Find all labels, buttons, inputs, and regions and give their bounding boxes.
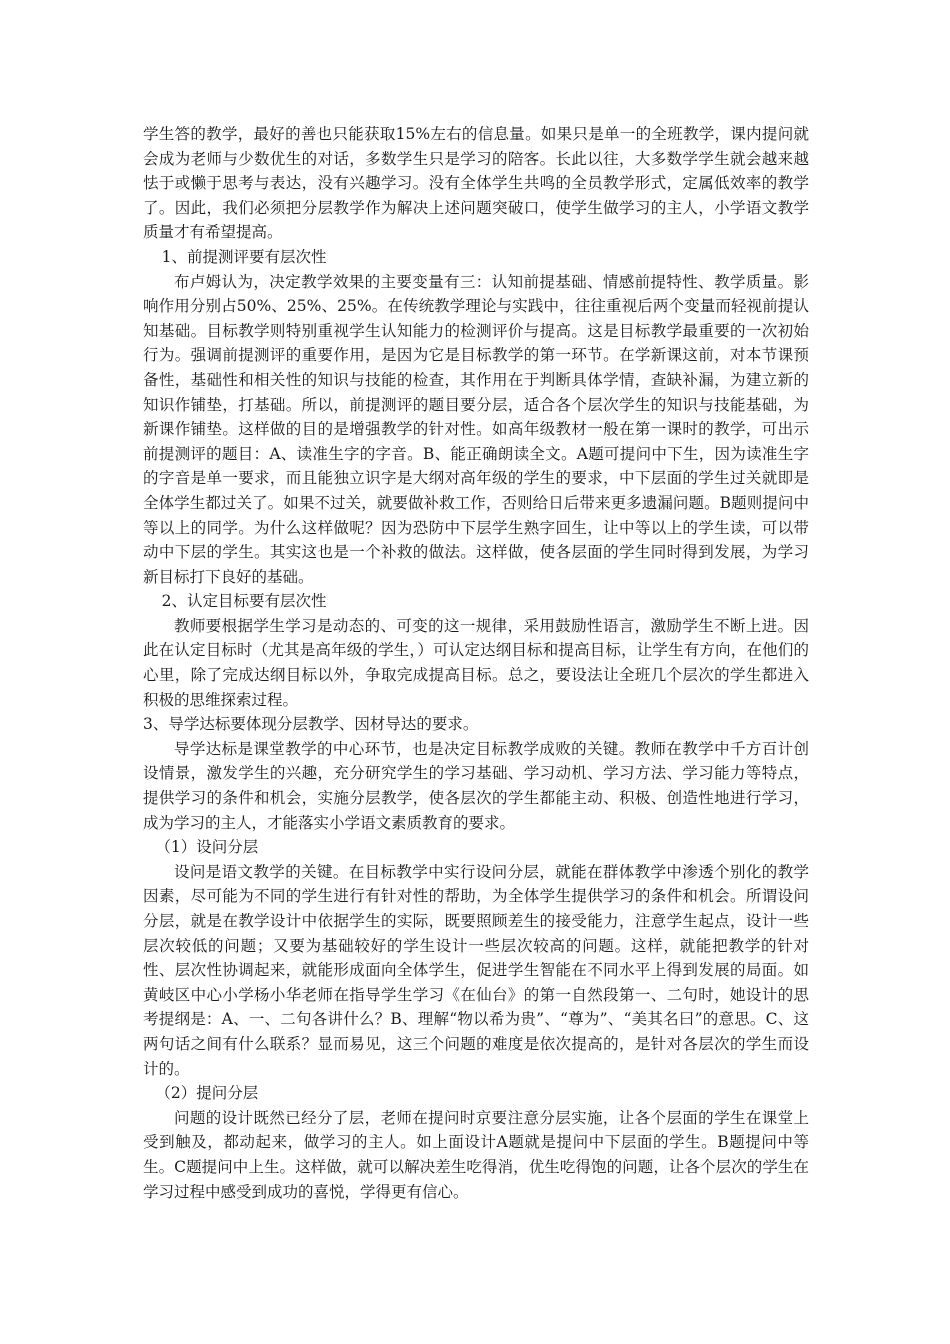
- subsection-heading: （2）提问分层: [155, 1084, 259, 1103]
- body-paragraph: 问题的设计既然已经分了层，老师在提问时京要注意分层实施，让各个层面的学生在课堂上受到触及，都动起来，做学习的主人。如上面设计A题就是提问中下层面的学生。B题提问中等生。C题提问中上生。这样做，就可以解决差生吃得消，优生吃得饱的问题，让各个层次的学生在学习过程中感受到成功的喜悦，学得更有信心。: [143, 1108, 809, 1201]
- document-page: [143, 122, 809, 1204]
- section-heading: 1、前提测评要有层次性: [161, 247, 327, 266]
- section-heading: 3、导学达标要体现分层教学、因材导达的要求。: [143, 715, 479, 734]
- body-paragraph: 教师要根据学生学习是动态的、可变的这一规律，采用鼓励性语言，激励学生不断上进。因此在认定目标时（尤其是高年级的学生，）可认定达纲目标和提高目标，让学生有方向，在他们的心里，除了完成达纲目标以外，争取完成提高目标。总之，要设法让全班几个层次的学生都进入积极的思维探索过程。: [143, 616, 809, 709]
- body-paragraph: 导学达标是课堂教学的中心环节，也是决定目标教学成败的关键。教师在教学中千方百计创设情景，激发学生的兴趣，充分研究学生的学习基础、学习动机、学习方法、学习能力等特点，提供学习的条件和机会，实施分层教学，使各层次的学生都能主动、积极、创造性地进行学习，成为学习的主人，才能落实小学语文素质教育的要求。: [143, 739, 809, 832]
- body-paragraph: 设问是语文教学的关键。在目标教学中实行设问分层，就能在群体教学中渗透个别化的教学因素，尽可能为不同的学生进行有针对性的帮助，为全体学生提供学习的条件和机会。所谓设问分层，就是在教学设计中依据学生的实际，既要照顾差生的接受能力，注意学生起点，设计一些层次较低的问题；又要为基础较好的学生设计一些层次较高的问题。这样，就能把教学的针对性、层次性协调起来，就能形成面向全体学生，促进学生智能在不同水平上得到发展的局面。如黄岐区中心小学杨小华老师在指导学生学习《在仙台》的第一自然段第一、二句时，她设计的思考提纲是：A、一、二句各讲什么？B、理解“物以希为贵”、“尊为”、“美其名曰”的意思。C、这两句话之间有什么联系？显而易见，这三个问题的难度是依次提高的，是针对各层次的学生而设计的。: [143, 862, 809, 1078]
- body-paragraph: 学生答的教学，最好的善也只能获取15%左右的信息量。如果只是单一的全班教学，课内提问就会成为老师与少数优生的对话，多数学生只是学习的陪客。长此以往，大多数学学生就会越来越怯于或懒于思考与表达，没有兴趣学习。没有全体学生共鸣的全员教学形式，定属低效率的教学了。因此，我们必须把分层教学作为解决上述问题突破口，使学生做学习的主人，小学语文教学质量才有希望提高。: [143, 125, 809, 242]
- section-heading: 2、认定目标要有层次性: [161, 592, 327, 611]
- subsection-heading: （1）设问分层: [155, 838, 259, 857]
- body-paragraph: 布卢姆认为，决定教学效果的主要变量有三：认知前提基础、情感前提特性、教学质量。影响作用分别占50%、25%、25%。在传统教学理论与实践中，往往重视后两个变量而轻视前提认知基础。目标教学则特别重视学生认知能力的检测评价与提高。这是目标教学最重要的一次初始行为。强调前提测评的重要作用，是因为它是目标教学的第一环节。在学新课这前，对本节课预备性，基础性和相关性的知识与技能的检查，其作用在于判断具体学情，查缺补漏，为建立新的知识作铺垫，打基础。所以，前提测评的题目要分层，适合各个层次学生的知识与技能基础，为新课作铺垫。这样做的目的是增强教学的针对性。如高年级教材一般在第一课时的教学，可出示前提测评的题目：A、读准生字的字音。B、能正确朗读全文。A题可提问中下生，因为读准生字的字音是单一要求，而且能独立识字是大纲对高年级的学生的要求，中下层面的学生过关就即是全体学生都过关了。如果不过关，就要做补救工作，否则给日后带来更多遗漏问题。B题则提问中等以上的同学。为什么这样做呢？因为恐防中下层学生熟字回生，让中等以上的学生读，可以带动中下层的学生。其实这也是一个补救的做法。这样做，使各层面的学生同时得到发展，为学习新目标打下良好的基础。: [143, 272, 809, 586]
